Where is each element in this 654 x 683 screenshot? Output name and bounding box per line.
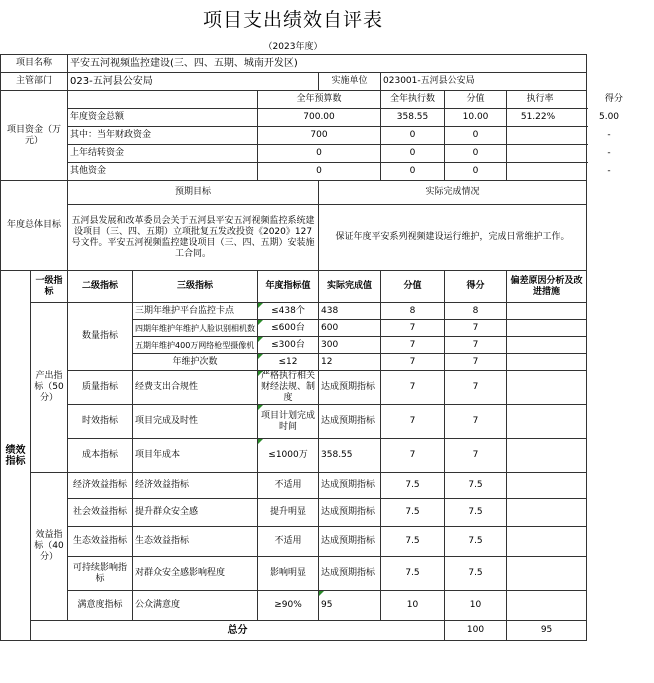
project-name-label: 项目名称 xyxy=(1,55,68,73)
quantity-row-score: 8 xyxy=(445,303,507,320)
cost-target: ≤1000万 xyxy=(258,439,319,473)
quantity-row-target: ≤12 xyxy=(258,354,319,371)
social-target: 提升明显 xyxy=(258,499,319,527)
quantity-row-score: 7 xyxy=(445,337,507,354)
social-score: 7.5 xyxy=(445,499,507,527)
sustainable-deviation xyxy=(507,557,587,591)
quantity-row-actual: 12 xyxy=(319,354,381,371)
goals-label: 年度总体目标 xyxy=(1,181,68,271)
economic-value: 7.5 xyxy=(381,473,445,499)
quantity-row-target: ≤300台 xyxy=(258,337,319,354)
total-value: 100 xyxy=(445,621,507,641)
sustainable-value: 7.5 xyxy=(381,557,445,591)
cost-label: 成本指标 xyxy=(68,439,133,473)
perf-label: 绩效指标 xyxy=(1,271,31,641)
quantity-row-l3: 三期年维护平台监控卡点 xyxy=(133,303,258,320)
quantity-row-score: 7 xyxy=(445,320,507,337)
cost-l3: 项目年成本 xyxy=(133,439,258,473)
economic-target: 不适用 xyxy=(258,473,319,499)
output-label: 产出指标（50分） xyxy=(31,303,68,473)
quality-target: 严格执行相关财经法规、制度 xyxy=(258,371,319,405)
quantity-row-value: 7 xyxy=(381,354,445,371)
ecological-target: 不适用 xyxy=(258,527,319,557)
perf-header-l1: 一级指标 xyxy=(31,271,68,303)
social-value: 7.5 xyxy=(381,499,445,527)
quantity-row-deviation xyxy=(507,354,587,371)
ecological-score: 7.5 xyxy=(445,527,507,557)
quality-label: 质量指标 xyxy=(68,371,133,405)
perf-header-deviation: 偏差原因分析及改进措施 xyxy=(507,271,587,303)
quantity-row-l3: 年维护次数 xyxy=(133,354,258,371)
timeliness-score: 7 xyxy=(445,405,507,439)
quality-actual: 达成预期指标 xyxy=(319,371,381,405)
perf-header-actual: 实际完成值 xyxy=(319,271,381,303)
perf-header-score: 得分 xyxy=(445,271,507,303)
quantity-row-deviation xyxy=(507,303,587,320)
perf-header-value: 分值 xyxy=(381,271,445,303)
fund-row-total-rate-text: 51.22% xyxy=(520,112,556,122)
funds-header-budget: 全年预算数 xyxy=(258,91,381,109)
fund-row-other-rate xyxy=(507,163,611,181)
ecological-deviation xyxy=(507,527,587,557)
quantity-row-deviation xyxy=(507,320,587,337)
timeliness-actual: 达成预期指标 xyxy=(319,405,381,439)
funds-header-score-value: 分值 xyxy=(445,91,507,109)
cost-deviation xyxy=(507,439,587,473)
page-title: 项目支出绩效自评表 xyxy=(202,9,383,31)
perf-header-l3: 三级指标 xyxy=(133,271,258,303)
satisfaction-deviation xyxy=(507,591,587,621)
fund-row-carryover-budget: 0 xyxy=(258,145,381,163)
quality-deviation xyxy=(507,371,587,405)
economic-score: 7.5 xyxy=(445,473,507,499)
satisfaction-label: 满意度指标 xyxy=(68,591,133,621)
timeliness-value: 7 xyxy=(381,405,445,439)
economic-actual: 达成预期指标 xyxy=(319,473,381,499)
social-deviation xyxy=(507,499,587,527)
ecological-label: 生态效益指标 xyxy=(68,527,133,557)
fund-row-total-score: 5.00 xyxy=(598,112,620,122)
quantity-row-value: 7 xyxy=(381,320,445,337)
quality-score: 7 xyxy=(445,371,507,405)
fund-row-carryover-exec: 0 xyxy=(381,145,445,163)
project-name-value: 平安五河视频监控建设(三、四、五期、城南开发区) xyxy=(68,55,587,73)
fund-row-current-rate xyxy=(507,127,611,145)
fund-row-current-score: - xyxy=(607,130,611,140)
timeliness-deviation xyxy=(507,405,587,439)
ecological-l3: 生态效益指标 xyxy=(133,527,258,557)
economic-label: 经济效益指标 xyxy=(68,473,133,499)
satisfaction-l3: 公众满意度 xyxy=(133,591,258,621)
fund-row-other-score: - xyxy=(607,166,611,176)
sustainable-score: 7.5 xyxy=(445,557,507,591)
fund-row-other-name: 其他资金 xyxy=(68,163,258,181)
funds-header-rate-label: 执行率 xyxy=(526,94,554,104)
quantity-row-l3: 五期年维护400万网络枪型摄像机 xyxy=(133,337,258,354)
sustainable-actual: 达成预期指标 xyxy=(319,557,381,591)
cost-value: 7 xyxy=(381,439,445,473)
quantity-row-value: 7 xyxy=(381,337,445,354)
impl-unit-label: 实施单位 xyxy=(319,73,381,91)
fund-row-carryover-score-value: 0 xyxy=(445,145,507,163)
funds-header-blank xyxy=(68,91,258,109)
dept-value: 023-五河县公安局 xyxy=(68,73,319,91)
year-label: （2023年度） xyxy=(263,42,323,52)
social-label: 社会效益指标 xyxy=(68,499,133,527)
goals-expected-header: 预期目标 xyxy=(68,181,319,205)
quantity-row-l3: 四期年维护年维护人脸识别相机数 xyxy=(133,320,258,337)
fund-row-current-name: 其中：当年财政资金 xyxy=(68,127,258,145)
cost-actual: 358.55 xyxy=(319,439,381,473)
fund-row-total-score-value: 10.00 xyxy=(445,109,507,127)
benefit-label: 效益指标（40分） xyxy=(31,473,68,621)
goals-actual-text: 保证年度平安系列视频建设运行维护，完成日常维护工作。 xyxy=(319,205,587,271)
fund-row-total-exec: 358.55 xyxy=(381,109,445,127)
fund-row-current-exec: 0 xyxy=(381,127,445,145)
funds-header-exec: 全年执行数 xyxy=(381,91,445,109)
ecological-actual: 达成预期指标 xyxy=(319,527,381,557)
economic-deviation xyxy=(507,473,587,499)
quantity-row-actual: 300 xyxy=(319,337,381,354)
goals-expected-text: 五河县发展和改革委员会关于五河县平安五河视频监控系统建设项目（三、四、五期）立项批复五发改投资《2020》127号文件。平安五河视频监控建设项目（三、四、五期）安装施工合同。 xyxy=(68,205,319,271)
sustainable-label: 可持续影响指标 xyxy=(68,557,133,591)
impl-unit-value: 023001-五河县公安局 xyxy=(381,73,587,91)
ecological-value: 7.5 xyxy=(381,527,445,557)
timeliness-label: 时效指标 xyxy=(68,405,133,439)
total-label: 总分 xyxy=(31,621,445,641)
timeliness-l3: 项目完成及时性 xyxy=(133,405,258,439)
fund-row-total-rate xyxy=(507,109,620,127)
goals-actual-header: 实际完成情况 xyxy=(319,181,587,205)
quantity-row-value: 8 xyxy=(381,303,445,320)
perf-header-target: 年度指标值 xyxy=(258,271,319,303)
social-l3: 提升群众安全感 xyxy=(133,499,258,527)
quality-value: 7 xyxy=(381,371,445,405)
satisfaction-value: 10 xyxy=(381,591,445,621)
satisfaction-score: 10 xyxy=(445,591,507,621)
satisfaction-actual: 95 xyxy=(319,591,381,621)
quantity-row-target: ≤438个 xyxy=(258,303,319,320)
quantity-row-actual: 600 xyxy=(319,320,381,337)
satisfaction-target: ≥90% xyxy=(258,591,319,621)
fund-row-total-name: 年度资金总额 xyxy=(68,109,258,127)
quantity-row-actual: 438 xyxy=(319,303,381,320)
timeliness-target: 项目计划完成时间 xyxy=(258,405,319,439)
fund-row-other-budget: 0 xyxy=(258,163,381,181)
quantity-row-target: ≤600台 xyxy=(258,320,319,337)
economic-l3: 经济效益指标 xyxy=(133,473,258,499)
fund-row-current-budget: 700 xyxy=(258,127,381,145)
sustainable-target: 影响明显 xyxy=(258,557,319,591)
quality-l3: 经费支出合规性 xyxy=(133,371,258,405)
funds-header-score: 得分 xyxy=(604,94,623,104)
fund-row-current-score-value: 0 xyxy=(445,127,507,145)
total-score: 95 xyxy=(507,621,587,641)
social-actual: 达成预期指标 xyxy=(319,499,381,527)
funds-label: 项目资金（万元） xyxy=(1,91,68,181)
fund-row-total-budget: 700.00 xyxy=(258,109,381,127)
quantity-label: 数量指标 xyxy=(68,303,133,371)
fund-row-carryover-score: - xyxy=(607,148,611,158)
sustainable-l3: 对群众安全感影响程度 xyxy=(133,557,258,591)
fund-row-carryover-rate xyxy=(507,145,611,163)
fund-row-other-exec: 0 xyxy=(381,163,445,181)
perf-header-l2: 二级指标 xyxy=(68,271,133,303)
fund-row-carryover-name: 上年结转资金 xyxy=(68,145,258,163)
fund-row-other-score-value: 0 xyxy=(445,163,507,181)
quantity-row-deviation xyxy=(507,337,587,354)
dept-label: 主管部门 xyxy=(1,73,68,91)
quantity-row-score: 7 xyxy=(445,354,507,371)
cost-score: 7 xyxy=(445,439,507,473)
funds-header-rate-score xyxy=(507,91,623,109)
evaluation-table xyxy=(0,54,623,641)
